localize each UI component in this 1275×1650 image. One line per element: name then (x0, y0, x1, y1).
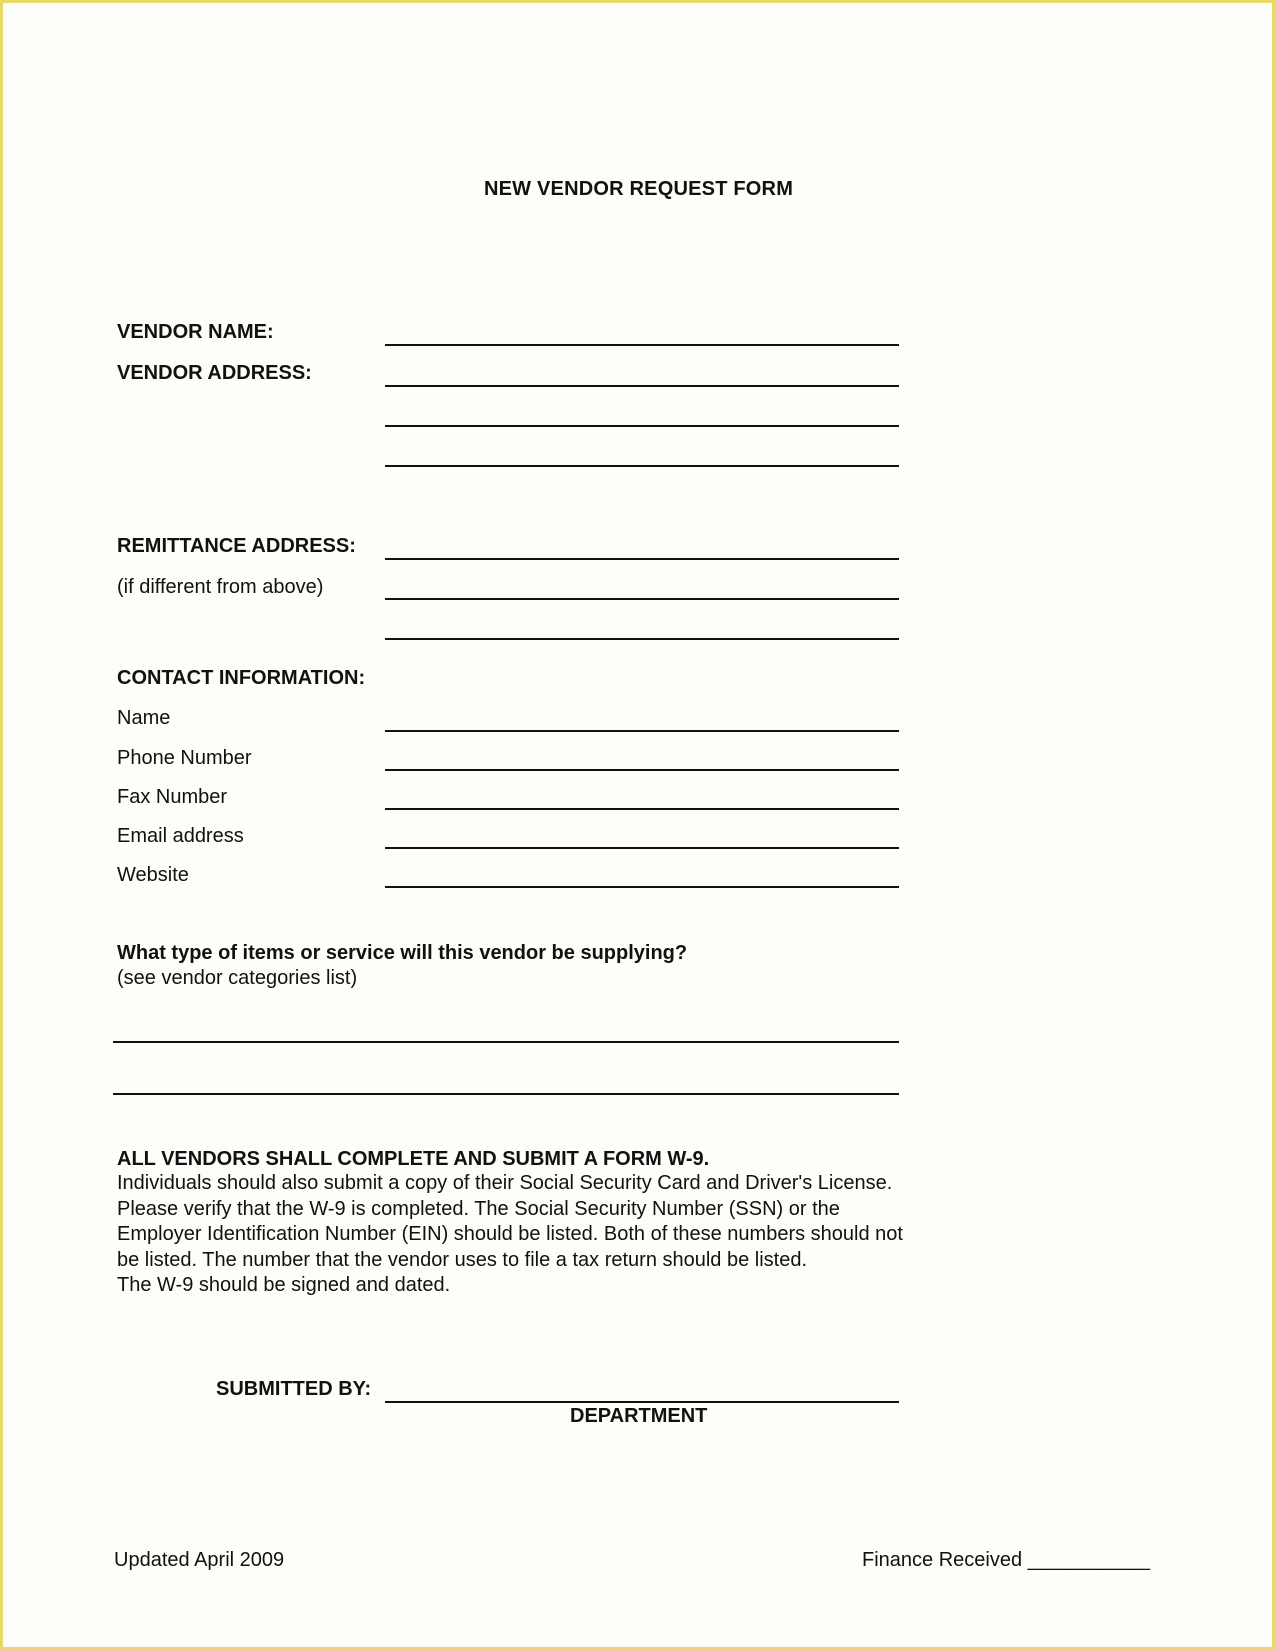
vendor-address-label: VENDOR ADDRESS: (117, 362, 312, 384)
contact-website-field[interactable] (385, 886, 899, 888)
w9-instructions (117, 1171, 1017, 1299)
supply-field-1[interactable] (113, 1041, 899, 1043)
w9-line: be listed. The number that the vendor uses to file a tax return should be listed. (117, 1248, 808, 1271)
contact-heading: CONTACT INFORMATION: (117, 667, 366, 689)
vendor-address-field-3[interactable] (385, 465, 899, 467)
remittance-address-field-2[interactable] (385, 598, 899, 600)
contact-website-label: Website (117, 864, 189, 886)
remittance-address-field-1[interactable] (385, 558, 899, 560)
form-title: NEW VENDOR REQUEST FORM (484, 178, 794, 200)
supply-question: What type of items or service will this vendor be supplying? (117, 942, 688, 964)
contact-name-label: Name (117, 707, 171, 729)
vendor-name-field[interactable] (385, 344, 899, 346)
w9-line: Individuals should also submit a copy of their Social Security Card and Driver's License. (117, 1172, 893, 1194)
finance-received: Finance Received ___________ (862, 1549, 1150, 1571)
w9-heading: ALL VENDORS SHALL COMPLETE AND SUBMIT A FORM W-9. (117, 1148, 710, 1170)
contact-email-field[interactable] (385, 847, 899, 849)
submitted-by-field[interactable] (385, 1401, 899, 1403)
w9-line: The W-9 should be signed and dated. (117, 1274, 451, 1296)
contact-fax-label: Fax Number (117, 786, 228, 808)
department-label: DEPARTMENT (570, 1405, 708, 1427)
contact-email-label: Email address (117, 825, 244, 847)
submitted-by-label: SUBMITTED BY: (216, 1378, 372, 1400)
contact-phone-label: Phone Number (117, 747, 252, 769)
remittance-note: (if different from above) (117, 576, 324, 598)
supply-field-2[interactable] (113, 1093, 899, 1095)
vendor-address-field-2[interactable] (385, 425, 899, 427)
contact-phone-field[interactable] (385, 769, 899, 771)
contact-name-field[interactable] (385, 730, 899, 732)
w9-line: Please verify that the W-9 is completed. The Social Security Number (SSN) or the (117, 1197, 840, 1220)
vendor-address-field-1[interactable] (385, 385, 899, 387)
vendor-name-label: VENDOR NAME: (117, 321, 274, 343)
remittance-address-field-3[interactable] (385, 638, 899, 640)
w9-line: Employer Identification Number (EIN) should be listed. Both of these numbers should not (117, 1223, 903, 1245)
remittance-address-label: REMITTANCE ADDRESS: (117, 535, 356, 557)
contact-fax-field[interactable] (385, 808, 899, 810)
supply-note: (see vendor categories list) (117, 967, 358, 989)
updated-date: Updated April 2009 (114, 1549, 285, 1571)
